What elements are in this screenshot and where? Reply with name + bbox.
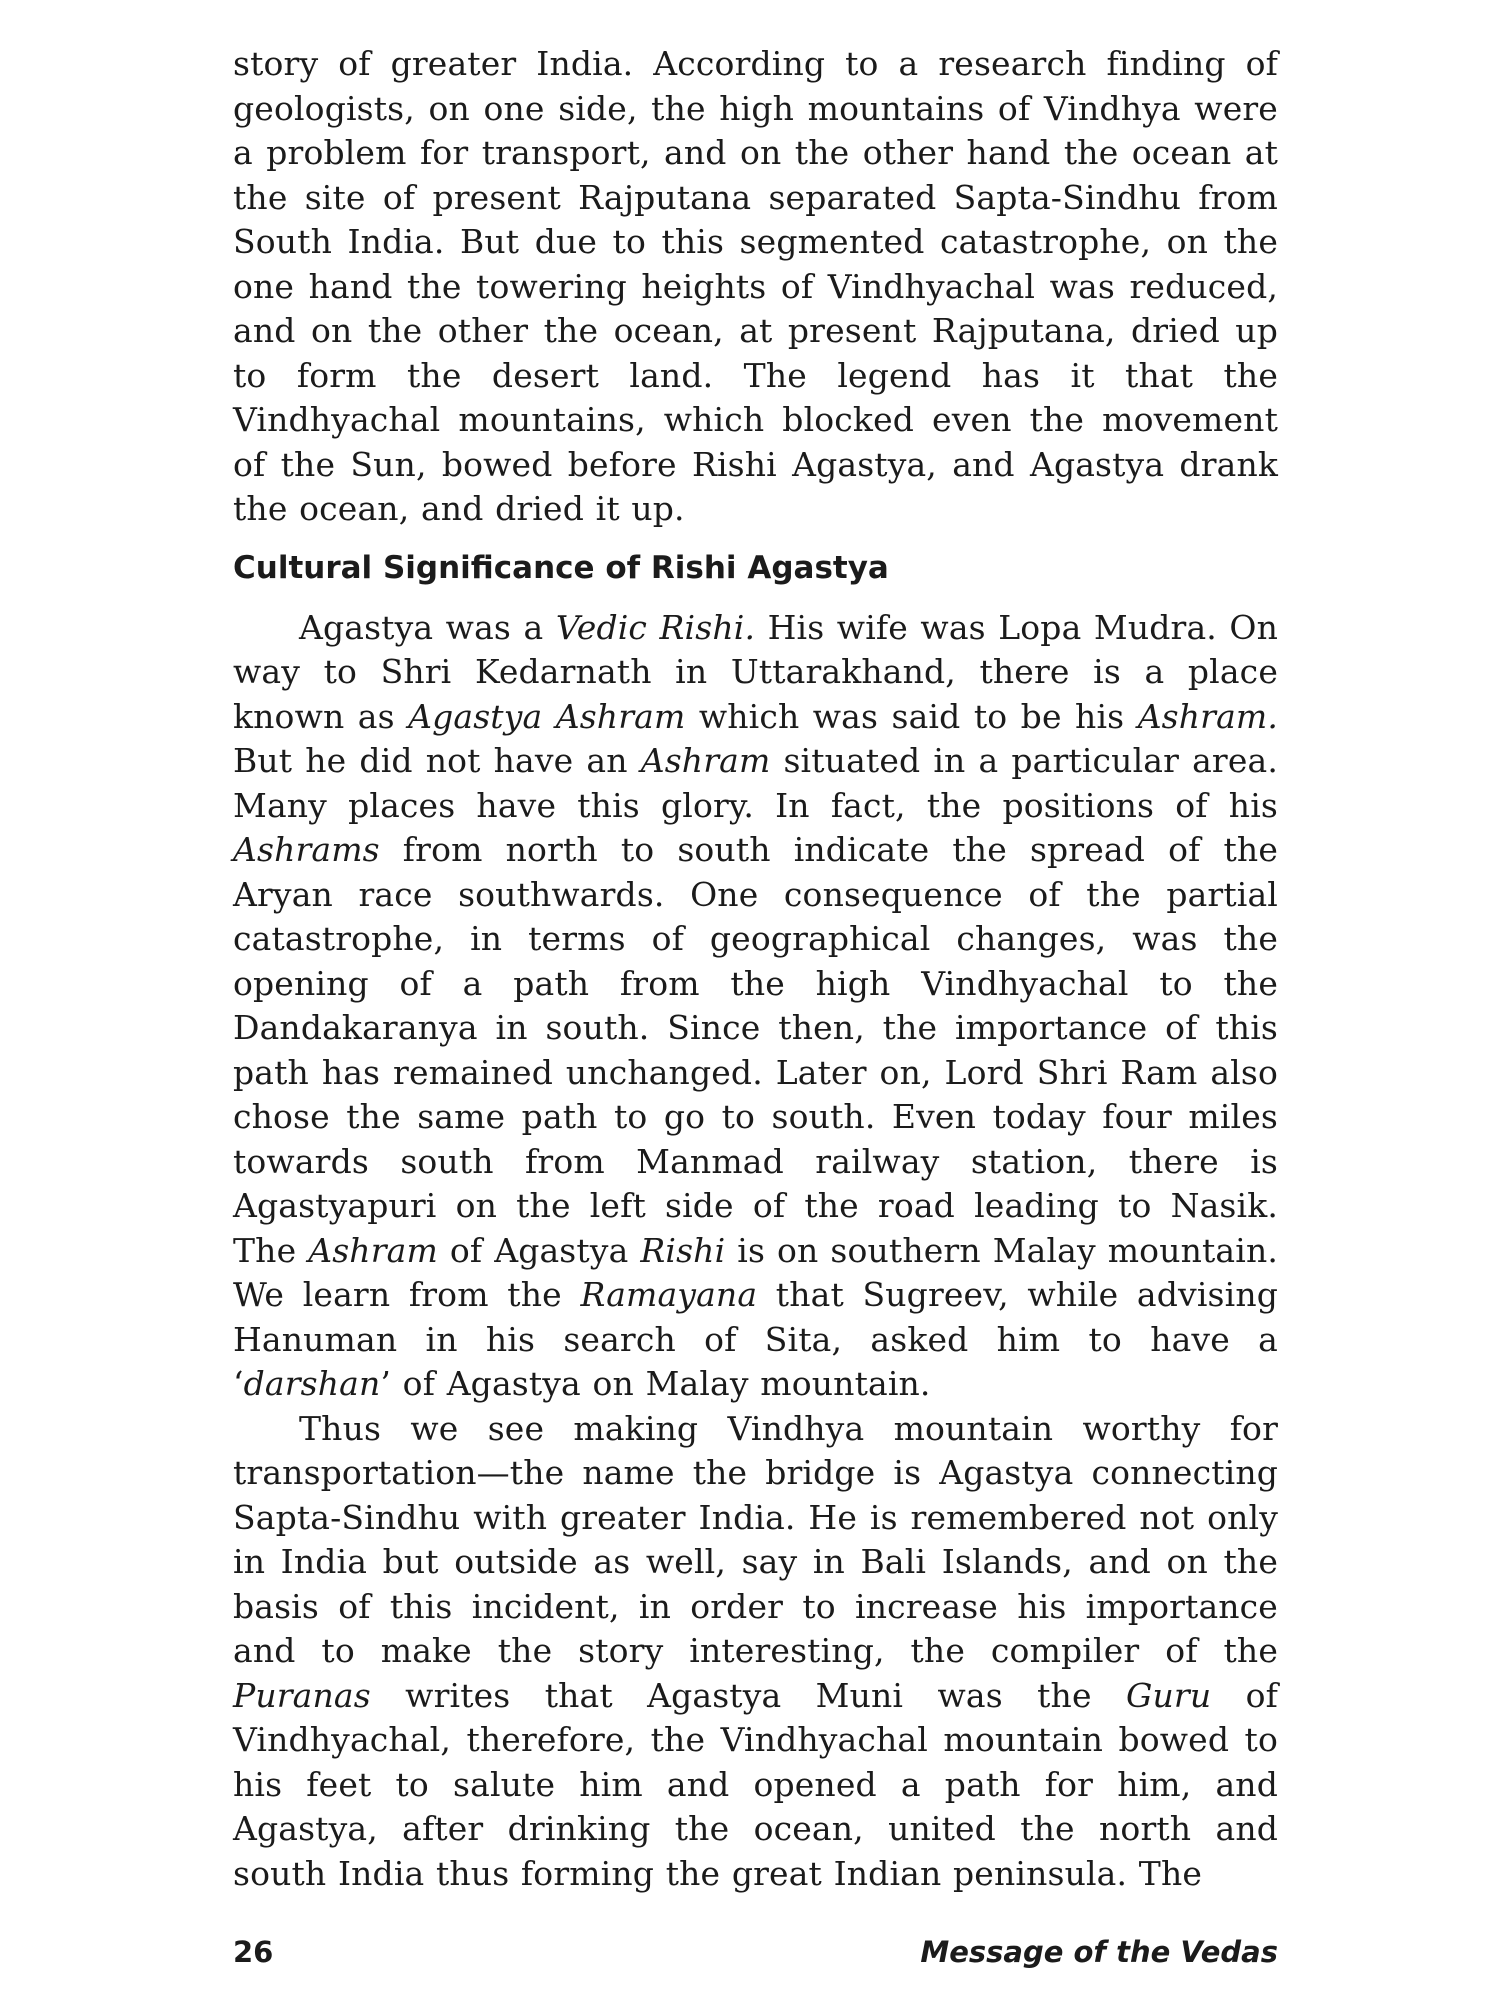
intro-paragraph <box>233 42 1278 532</box>
p1-text-g: of Agastya <box>437 1230 641 1270</box>
italic-guru: Guru <box>1126 1675 1212 1715</box>
p1-text-i: that Sugreev, while advising Hanuman in his search of Sita, asked him to have a ‘ <box>233 1275 1278 1403</box>
vindhya-paragraph <box>233 1407 1278 1897</box>
intro-text: story of greater India. According to a research finding of geologists, on one side, the high mountains of Vindhya were a problem for transport, and on the other hand the ocean at the site of present Rajputana separated Sapta-Sindhu from South India. But due to this segmented catastrophe, on the one hand the towering heights of Vindhyachal was reduced, and on the other the ocean, at present Rajputana, dried up to form the desert land. The legend has it that the Vindhyachal mountains, which blocked even the movement of the Sun, bowed before Rishi Agastya, and Agastya drank the ocean, and dried it up. <box>233 44 1278 528</box>
p1-text-c: which was said to be his <box>685 696 1138 736</box>
section-heading: Cultural Significance of Rishi Agastya <box>233 549 889 586</box>
p1-text-b: His wife was Lopa Mudra. On way to Shri Kedarnath in Uttarakhand, there is a place known as <box>233 607 1279 736</box>
p1-text-j: ’ of Agastya on Malay mountain. <box>380 1364 931 1403</box>
agastya-paragraph <box>233 606 1278 1407</box>
p2-text-b: writes that Agastya Muni was the <box>370 1675 1126 1715</box>
book-page <box>233 42 1278 1982</box>
p1-text-f: from north to south indicate the spread of the Aryan race southwards. One consequence of the partial catastrophe, in terms of geographical changes, was the opening of a path from the high Vindhyachal to the Dandakaranya in south. Since then, the importance of this path has remained unchanged. Later on, Lord Shri Ram also chose the same path to go to south. Even today four miles towards south from Manmad railway station, there is Agastyapuri on the left side of the road leading to Nasik. The <box>233 830 1278 1270</box>
p1-text-a: Agastya was a <box>299 607 556 647</box>
italic-puranas: Puranas <box>233 1675 371 1715</box>
italic-agastya-ashram: Agastya Ashram <box>408 696 686 736</box>
italic-ashrams: Ashrams <box>233 830 380 869</box>
italic-ashram: Ashram <box>308 1230 438 1270</box>
p2-text-c: of Vindhyachal, therefore, the Vindhyachal mountain bowed to his feet to salute him and opened a path for him, and Agastya, after drinking the ocean, united the north and south India thus forming the great Indian peninsula. The <box>233 1675 1278 1893</box>
p2-text-a: Thus we see making Vindhya mountain worthy for transportation—the name the bridge is Agastya connecting Sapta-Sindhu with greater India. He is remembered not only in India but outside as well, say in Bali Islands, and on the basis of this incident, in order to increase his importance and to make the story interesting, the compiler of the <box>233 1408 1278 1670</box>
p1-text-d: But he did not have an <box>233 741 641 780</box>
italic-vedic-rishi: Vedic Rishi. <box>555 607 756 647</box>
running-title: Message of the Vedas <box>920 1935 1278 1969</box>
italic-ramayana: Ramayana <box>580 1275 758 1314</box>
page-footer <box>233 1930 1278 1974</box>
italic-darshan: darshan <box>243 1364 381 1403</box>
p1-text-h: is on southern Malay mountain. We learn from the <box>233 1230 1278 1314</box>
italic-rishi: Rishi <box>640 1230 726 1270</box>
italic-ashram: Ashram <box>640 741 771 780</box>
page-number: 26 <box>233 1935 274 1969</box>
p1-text-e: situated in a particular area. Many places have this glory. In fact, the positions of his <box>233 741 1278 825</box>
italic-ashram: Ashram. <box>1137 696 1278 736</box>
